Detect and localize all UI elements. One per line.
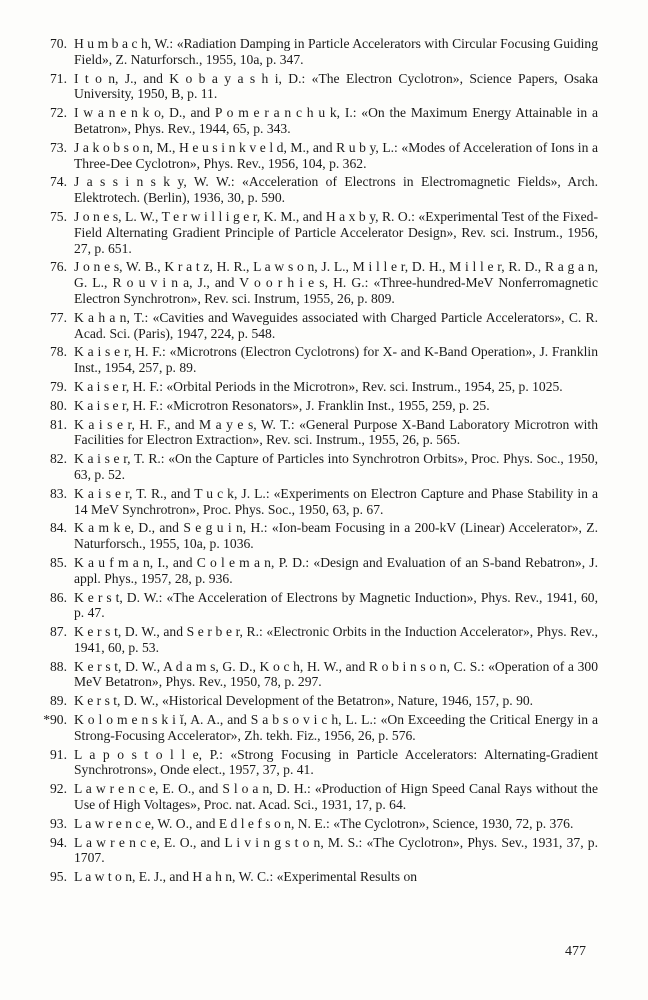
reference-number: 77. [50,309,67,325]
reference-number: 75. [50,208,67,224]
reference-entry [0,398,648,414]
reference-text: K a i s e r, T. R.: «On the Capture of Particles into Synchrotron Orbits», Proc. Phys. Soc., 1950, 63, p. 52. [74,451,598,482]
reference-text: L a w r e n c e, E. O., and L i v i n g s t o n, M. S.: «The Cyclotron», Phys. Sev., 1931, 37, p. 1707. [74,834,598,866]
reference-entry [0,835,648,867]
reference-list [0,36,648,888]
reference-number: 73. [50,139,67,155]
reference-number: 83. [50,485,67,501]
reference-number: 78. [50,344,67,360]
reference-text: L a p o s t o l l e, P.: «Strong Focusing in Particle Accelerators: Alternating-Gradient Synchrotrons», Onde elect., 1957, 37, p. 41. [74,746,598,778]
reference-text: K e r s t, D. W., A d a m s, G. D., K o c h, H. W., and R o b i n s o n, C. S.: «Operation of a 300 MeV Betatron», Phys. Rev., 1950, 78, p. 297. [74,658,598,690]
reference-entry [0,259,648,306]
reference-text: I t o n, J., and K o b a y a s h i, D.: «The Electron Cyclotron», Science Papers, Osaka University, 1950, B, p. 11. [74,70,598,102]
reference-text: K e r s t, D. W.: «The Acceleration of Electrons by Magnetic Induction», Phys. Rev., 1941, 60, p. 47. [74,589,598,621]
reference-text: L a w r e n c e, W. O., and E d l e f s o n, N. E.: «The Cyclotron», Science, 1930, 72, p. 376. [74,815,574,831]
reference-text: K e r s t, D. W., «Historical Development of the Betatron», Nature, 1946, 157, p. 90. [74,693,534,709]
reference-text: I w a n e n k o, D., and P o m e r a n c h u k, I.: «On the Maximum Energy Attainable in a Betatron», Phys. Rev., 1944, 65, p. 343. [74,105,598,136]
reference-entry [0,417,648,449]
reference-entry [0,174,648,206]
reference-entry [0,693,648,709]
reference-number: 85. [50,554,67,570]
reference-number: *90. [43,712,67,728]
reference-number: 79. [50,378,67,394]
reference-entry [0,209,648,256]
reference-entry [0,781,648,813]
reference-number: 84. [50,520,67,536]
reference-entry [0,140,648,172]
reference-text: K a i s e r, T. R., and T u c k, J. L.: «Experiments on Electron Capture and Phase Stability in a 14 MeV Synchrotron», Proc. Phys. Soc., 1950, 63, p. 67. [74,485,598,517]
reference-number: 76. [50,259,67,275]
reference-text: L a w r e n c e, E. O., and S l o a n, D. H.: «Production of Hign Speed Canal Rays without the Use of High Voltages», Proc. nat. Acad. Sci., 1931, 17, p. 64. [74,781,598,813]
reference-text: J a s s i n s k y, W. W.: «Acceleration of Electrons in Electromagnetic Fields», Arch. Elektrotech. (Berlin), 1936, 30, p. 590. [74,174,598,206]
reference-entry [0,36,648,68]
reference-text: K a h a n, T.: «Cavities and Waveguides associated with Charged Particle Accelerators», C. R. Acad. Sci. (Paris), 1947, 224, p. 548. [74,309,598,341]
reference-entry [0,555,648,587]
reference-number: 88. [50,658,67,674]
reference-entry [0,379,648,395]
reference-text: K a m k e, D., and S e g u i n, H.: «Ion-beam Focusing in a 200-kV (Linear) Accelerator», Z. Naturforsch., 1955, 10a, p. 1036. [74,520,598,552]
reference-text: J o n e s, W. B., K r a t z, H. R., L a w s o n, J. L., M i l l e r, D. H., M i l l e r, R. D., R a g a n, G. L., R o u v i n a, J., and V o o r h i e s, H. G.: «Three-hundred-MeV Nonferromagnetic Electron Synchrotron», Rev. sci. Instrum, 1955, 26, p. 809. [74,259,598,306]
reference-text: H u m b a c h, W.: «Radiation Damping in Particle Accelerators with Circular Focusing Guiding Field», Z. Naturforsch., 1955, 10a, p. 347. [74,36,598,67]
reference-text: K a i s e r, H. F.: «Microtrons (Electron Cyclotrons) for X- and K-Band Operation», J. Franklin Inst., 1954, 257, p. 89. [74,344,598,376]
reference-number: 89. [50,693,67,709]
reference-number: 91. [50,746,67,762]
reference-text: K a i s e r, H. F., and M a y e s, W. T.: «General Purpose X-Band Laboratory Microtron with Facilities for Electron Extraction», Rev. sci. Instrum., 1955, 26, p. 565. [74,416,598,448]
reference-entry [0,71,648,103]
reference-number: 71. [50,70,67,86]
reference-entry [0,869,648,885]
reference-text: K a u f m a n, I., and C o l e m a n, P. D.: «Design and Evaluation of an S-band Rebatron», J. appl. Phys., 1957, 28, p. 936. [74,554,598,586]
reference-number: 70. [50,36,67,51]
reference-text: K a i s e r, H. F.: «Microtron Resonators», J. Franklin Inst., 1955, 259, p. 25. [74,397,490,413]
reference-entry [0,659,648,691]
reference-entry [0,451,648,483]
reference-entry [0,486,648,518]
reference-entry [0,105,648,137]
reference-number: 72. [50,105,67,121]
reference-number: 87. [50,624,67,640]
reference-number: 92. [50,781,67,797]
page-number: 477 [565,944,586,959]
reference-number: 82. [50,451,67,467]
reference-entry [0,344,648,376]
reference-entry [0,624,648,656]
reference-entry [0,747,648,779]
reference-text: J a k o b s o n, M., H e u s i n k v e l d, M., and R u b y, L.: «Modes of Acceleration of Ions in a Three-Dee Cyclotron», Phys. Rev., 1956, 104, p. 362. [74,139,598,171]
reference-entry [0,590,648,622]
reference-entry [0,310,648,342]
reference-number: 95. [50,869,67,885]
reference-text: K a i s e r, H. F.: «Orbital Periods in the Microtron», Rev. sci. Instrum., 1954, 25, p. 1025. [74,378,563,394]
reference-number: 80. [50,397,67,413]
reference-text: K e r s t, D. W., and S e r b e r, R.: «Electronic Orbits in the Induction Accelerator», Phys. Rev., 1941, 60, p. 53. [74,624,598,655]
reference-entry [0,520,648,552]
reference-number: 81. [50,416,67,432]
reference-text: K o l o m e n s k i ĭ, A. A., and S a b s o v i c h, L. L.: «On Exceeding the Critical Energy in a Strong-Focusing Accelerator», Zh. tekh. Fiz., 1956, 26, p. 576. [74,712,598,743]
reference-text: L a w t o n, E. J., and H a h n, W. C.: «Experimental Results on [74,869,418,885]
reference-text: J o n e s, L. W., T e r w i l l i g e r, K. M., and H a x b y, R. O.: «Experimental Test of the Fixed-Field Alternating Gradient Principle of Particle Accelerator Design», Rev. sci. Instrum., 1956, 27, p. 651. [74,208,598,256]
reference-number: 86. [50,589,67,605]
reference-number: 94. [50,834,67,850]
reference-number: 93. [50,815,67,831]
reference-entry [0,816,648,832]
reference-number: 74. [50,174,67,190]
reference-entry [0,712,648,744]
